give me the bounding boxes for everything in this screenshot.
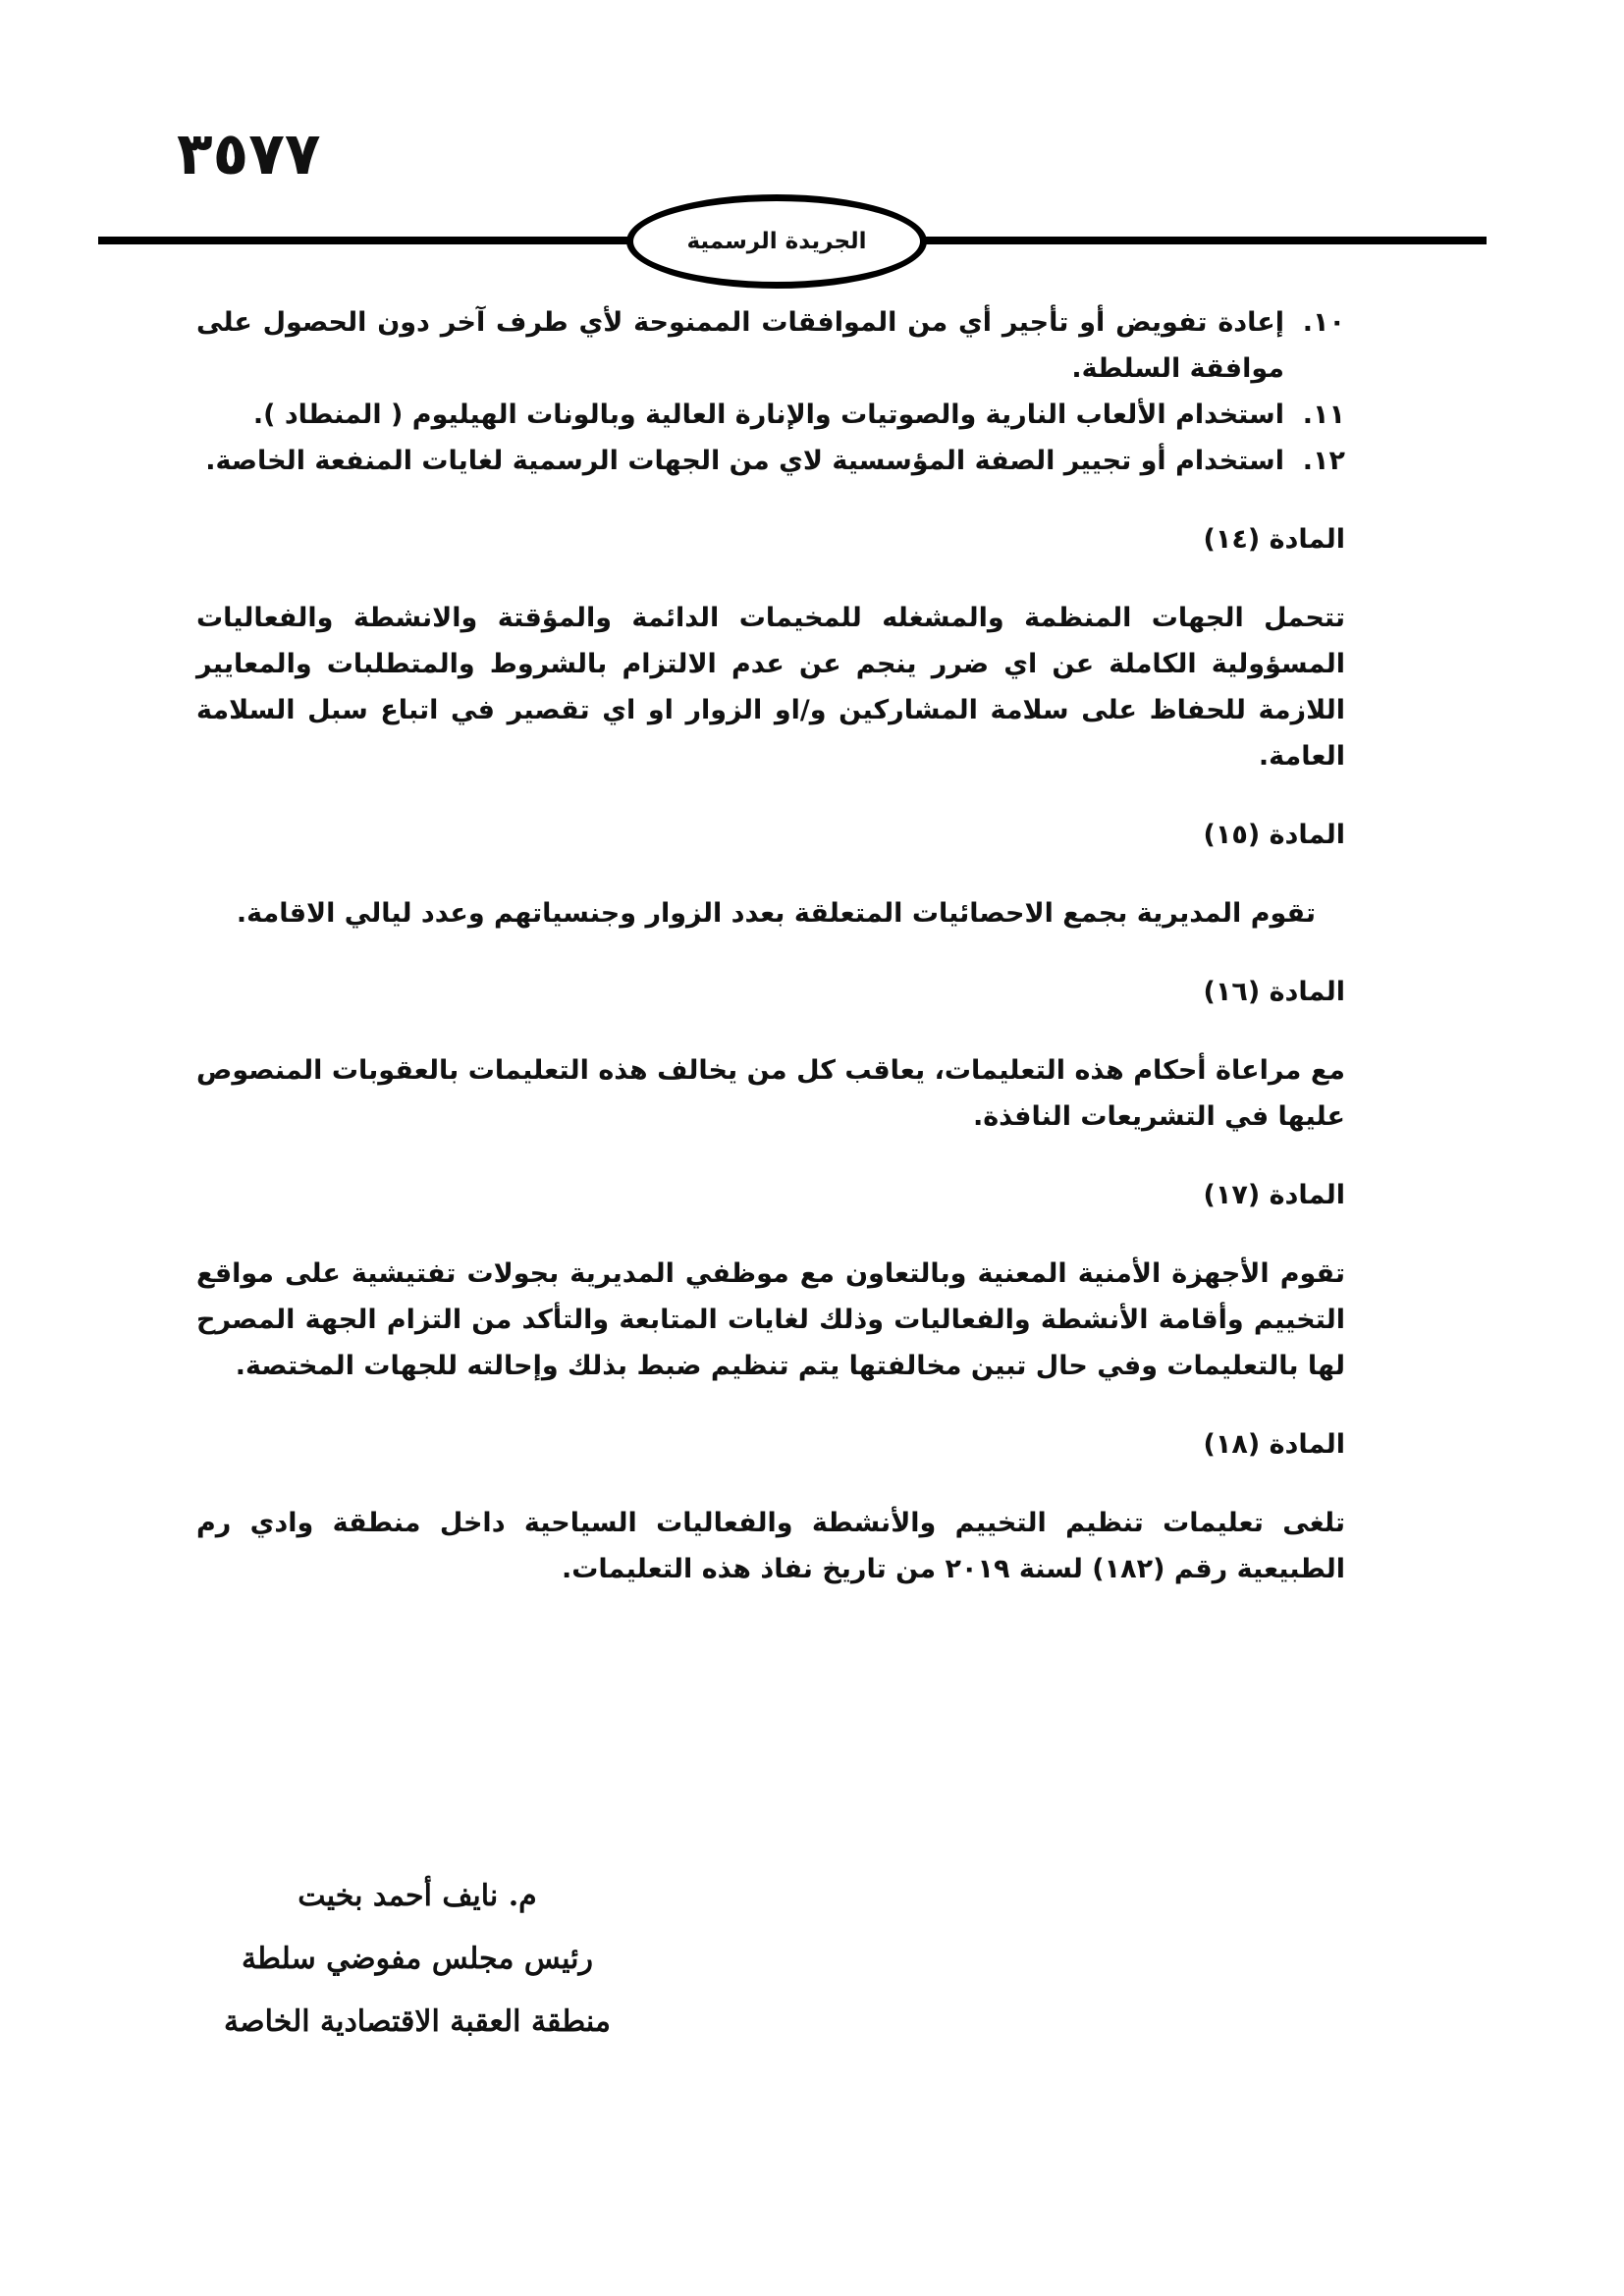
- article-text-18: تلغى تعليمات تنظيم التخييم والأنشطة والفعاليات السياحية داخل منطقة وادي رم الطبيعية رقم (١٨٢) لسنة ٢٠١٩ من تاريخ نفاذ هذه التعليمات.: [196, 1508, 1345, 1584]
- list-item-number: ١٠.: [1302, 307, 1345, 338]
- signatory-position: رئيس مجلس مفوضي سلطة: [241, 1942, 594, 1976]
- gazette-title: الجريدة الرسمية: [686, 229, 867, 254]
- gazette-header-oval: [626, 194, 927, 289]
- list-item-number: ١٢.: [1302, 446, 1345, 476]
- article-text-16: مع مراعاة أحكام هذه التعليمات، يعاقب كل من يخالف هذه التعليمات بالعقوبات المنصوص عليها في التشريعات النافذة.: [196, 1055, 1345, 1132]
- article-title-16: المادة (١٦): [1203, 977, 1345, 1007]
- article-title-14: المادة (١٤): [1203, 524, 1345, 555]
- article-text-14: تتحمل الجهات المنظمة والمشغله للمخيمات الدائمة والمؤقتة والانشطة والفعاليات المسؤولية الكاملة عن اي ضرر ينجم عن عدم الالتزام بالشروط والمتطلبات والمعايير اللازمة للحفاظ على سلامة المشاركين و/او الزوار او اي تقصير في اتباع سبل السلامة العامة.: [196, 603, 1345, 772]
- article-title-18: المادة (١٨): [1203, 1429, 1345, 1460]
- document-body: [196, 299, 1345, 1592]
- signatory-organization: منطقة العقبة الاقتصادية الخاصة: [224, 2004, 611, 2039]
- list-item: [196, 438, 1345, 484]
- article-text-17: تقوم الأجهزة الأمنية المعنية وبالتعاون مع موظفي المديرية بجولات تفتيشية على مواقع التخييم وأقامة الأنشطة والفعاليات وذلك لغايات المتابعة والتأكد من التزام الجهة المصرح لها بالتعليمات وفي حال تبين مخالفتها يتم تنظيم ضبط بذلك وإحالته للجهات المختصة.: [196, 1258, 1345, 1381]
- article-text-15: تقوم المديرية بجمع الاحصائيات المتعلقة بعدد الزوار وجنسياتهم وعدد ليالي الاقامة.: [236, 898, 1316, 929]
- list-item-number: ١١.: [1302, 400, 1345, 430]
- signatory-name: م. نايف أحمد بخيت: [298, 1879, 537, 1913]
- list-item: [196, 299, 1345, 392]
- article-title-17: المادة (١٧): [1203, 1180, 1345, 1210]
- signature-block: [206, 1865, 628, 2054]
- list-item-text: استخدام الألعاب النارية والصوتيات والإنارة العالية وبالونات الهيليوم ( المنطاد ).: [252, 400, 1284, 430]
- article-title-15: المادة (١٥): [1203, 820, 1345, 850]
- page-number: ٣٥٧٧: [177, 120, 321, 188]
- list-item: [196, 392, 1345, 438]
- list-item-text: إعادة تفويض أو تأجير أي من الموافقات الممنوحة لأي طرف آخر دون الحصول على موافقة السلطة.: [196, 307, 1284, 384]
- list-item-text: استخدام أو تجيير الصفة المؤسسية لاي من الجهات الرسمية لغايات المنفعة الخاصة.: [205, 446, 1284, 476]
